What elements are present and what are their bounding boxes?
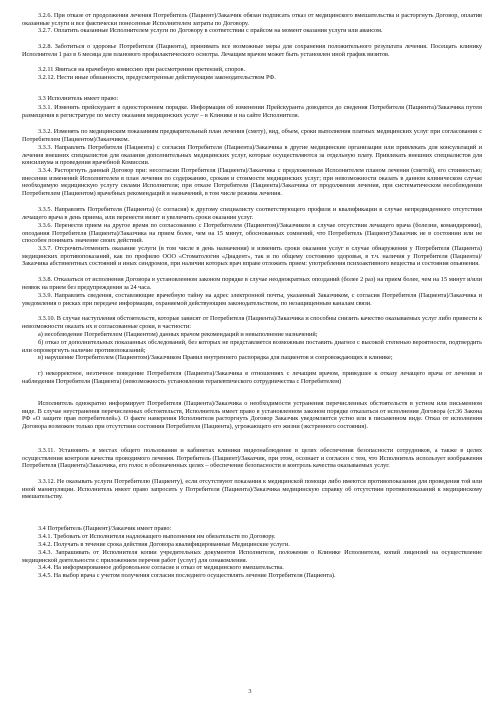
clause-3-4-4: 3.4.4. На информированное добровольное согласие и отказ от медицинского вмешательства. xyxy=(38,564,284,571)
clause-3-2-12: 3.2.12. Нести иные обязанности, предусмотренные действующим законодательством РФ. xyxy=(38,74,276,81)
clause-3-3-2: 3.3.2. Изменять по медицинским показаниям предварительный план лечения (смету), вид, объем, сроки выполнения платных медицинских услуг при согласовании с Потребителем (Пациентом)/Заказчиком. xyxy=(22,128,482,143)
clause-3-3-10-b: б) отказ от дополнительных показанных обследований, без которых не представляется возможным поставить диагноз с высокой степенью вероятности, подтвердить или опровергнуть наличие противопоказаний; xyxy=(22,339,482,354)
clause-3-3-5: 3.3.5. Направлять Потребителя (Пациента) (с согласия) к другому специалисту соответствующего профиля и квалификации в случае непредвиденного отсутствия лечащего врача в день приема, или перенести визит и увеличить сроки оказания услуг. xyxy=(22,206,482,221)
clause-3-4-2: 3.4.2. Получать в течение срока действия Договора квалифицированные Медицинские услуги. xyxy=(38,541,290,548)
clause-3-4-1: 3.4.1. Требовать от Исполнителя надлежащего выполнения им обязательств по Договору. xyxy=(38,533,276,540)
clause-3-3-10: 3.3.10. В случае наступления обстоятельств, которые зависят от Потребителя (Пациента)/Заказчика и способны снизить качество оказываемых услуг либо привести к невозможности оказать их в согласованные сроки, в частности: xyxy=(22,315,482,330)
clause-3-3-10-a: а) несоблюдение Потребителем (Пациентом) данных врачом рекомендаций и невыполнение назначений; xyxy=(38,331,318,338)
clause-3-3-8: 3.3.8. Отказаться от исполнения Договора в установленном законом порядке в случае неоднократных опозданий (более 2 раз) на прием более, чем на 15 минут и/или неявок на прием без предупреждения за 24 часа. xyxy=(22,276,482,291)
clause-3-2-6: 3.2.6. При отказе от продолжения лечения Потребитель (Пациент)/Заказчик обязан подписать отказ от медицинского вмешательства и расторгнуть Договор, оплатив оказанные услуги и все фактически понесенные Исполнителем затраты по Договору. xyxy=(22,12,482,27)
clause-3-3-10-v: в) нарушение Потребителем (Пациентом)/Заказчиком Правил внутреннего распорядка для пациентов и сопровождающих в клинике; xyxy=(38,354,393,361)
section-3-4-heading: 3.4 Потребитель (Пациент)/Заказчик имеет право: xyxy=(38,525,172,532)
clause-3-4-3: 3.4.3. Запрашивать от Исполнителя копии учредительных документов Исполнителя, положения о Клинике Исполнителя, копий лицензий на осуществление медицинской деятельности с приложением перечня работ (услуг) для ознакомления. xyxy=(22,549,482,564)
clause-3-4-5: 3.4.5. На выбор врача с учетом получения согласия последнего осуществлять лечение Потребителя (Пациента). xyxy=(38,572,336,579)
clause-3-3-12: 3.3.12. Не оказывать услуги Потребителю (Пациенту), если отсутствуют показания к медицинской помощи либо имеются противопоказания для проведения той или иной манипуляции. Исполнитель имеет право запросить у Потребителя (Пациента)/Заказчика медицинскую справку об отсутствии противопоказаний к медицинскому вмешательству. xyxy=(22,478,482,501)
clause-3-3-1: 3.3.1. Изменять прейскурант в одностороннем порядке. Информация об изменении Прейскуранта доводится до сведения Потребителя (Пациента)/Заказчика путем размещения в регистратуре по месту оказания медицинских услуг – в Клинике и на сайте Исполнителя. xyxy=(22,104,482,119)
clause-3-3-11: 3.3.11. Установить в местах общего пользования и кабинетах клиники видеонаблюдение в целях обеспечения безопасности сотрудников, а также в целях осуществления контроля качества проводимого лечения. Потребитель (Пациент)/Заказчик, при этом, осознает и согласен с тем, что Исполнитель использует изображения Потребителя (Пациента)/Заказчика, его голос в обозначенных целях – обеспечение безопасности и контроль качества оказываемых услуг. xyxy=(22,447,482,470)
clause-3-3-6: 3.3.6. Перенести прием на другое время по согласованию с Потребителем (Пациентом)/Заказчиком в случае отсутствия лечащего врача (болезни, командировки), опоздания Потребителя (Пациента)/Заказчика на прием более, чем на 15 минут, обоснованных сомнений, что Потребитель (Пациент)/Заказчик не в состоянии или не способен понимать значение своих действий. xyxy=(22,222,482,245)
clause-3-3-10-notice: Исполнитель однократно информирует Потребителя (Пациента)/Заказчика о необходимости устранения перечисленных обстоятельств в устном или письменном виде. В случае неустранения перечисленных обстоятельств, Исполнитель имеет право в установленном законом порядке отказаться от исполнения Договора (ст.36 Закона РФ «О защите прав потребителей»). О факте намерения Исполнителя расторгнуть Договор Заказчик уведомляется устно или в письменном виде. Отказ от исполнения Договора возможен только при отсутствии состояния Потребителя (Пациента), угрожающего его жизни (экстренного состояния). xyxy=(22,400,482,430)
page-number: 3 xyxy=(248,688,252,695)
clause-3-2-11: 3.2.11 Явиться на врачебную комиссию при рассмотрении претензий, споров. xyxy=(38,66,246,73)
clause-3-3-9: 3.3.9. Направлять сведения, составляющие врачебную тайну на адрес электронной почты, указанный Заказчиком, с согласия Потребителя (Пациента)/Заказчика и уведомления о рисках при передаче информации, охраняемой действующим законодательством, по незащищенным каналам связи. xyxy=(22,292,482,307)
clause-3-3-10-g: г) некорректное, неэтичное поведение Потребителя (Пациента)/Заказчика в отношениях с лечащим врачом, приведшее к отказу лечащего врача от лечения и наблюдения Потребителя (Пациента) (невозможность установления терапевтического сотрудничества с Потребителем) xyxy=(22,370,482,385)
clause-3-2-8: 3.2.8. Заботиться о здоровье Потребителя (Пациента), принимать все возможные меры для сохранения положительного результата лечения. Посещать клинику Исполнителя 1 раз в 6 месяца для планового профилактического осмотра. Лечащим врачом может быть установлен иной график визитов. xyxy=(22,43,482,58)
clause-3-3-3: 3.3.3. Направлять Потребителя (Пациента) с согласия Потребителя (Пациента)/Заказчика в другие медицинские организации или привлекать для консультаций и лечения внешних специалистов для оказания дополнительных медицинских услуг, которые осуществляются за отдельную плату. Привлекать внешних специалистов для консилиума и проведения врачебной Комиссии. xyxy=(22,144,482,167)
clause-3-2-7: 3.2.7. Оплатить оказанные Исполнителем услуги по Договору в соответствии с прайсом на момент оказания услуги или авансом. xyxy=(38,27,383,34)
clause-3-3-4: 3.3.4. Расторгнуть данный Договор при: несогласии Потребителя (Пациента)/Заказчика с предложенным Исполнителем планом лечения (сметой), его стоимостью; внесении изменений Исполнителем в план лечения по содержанию, срокам и стоимости медицинских услуг; при невозможности оказать в данном клиническом случае необходимую медицинскую услугу силами Исполнителя; при отказе Потребителя (Пациента)/Заказчика от продолжения лечения, при систематическом несоблюдении Потребителем (Пациентом) врачебных рекомендаций и назначений, в том числе режима лечения. xyxy=(22,167,482,197)
section-3-3-heading: 3.3 Исполнитель имеет право: xyxy=(38,95,119,102)
clause-3-3-7: 3.3.7. Отсрочить/отменить оказание услуги (в том числе в день назначения) и изменить сроки оказания услуг в случае обнаружения у Потребителя (Пациента) медицинских противопоказаний, как по профилю ООО «Стоматология «Диадент», так и по общему состоянию здоровья, в т.ч. наличия у Потребителя (Пациента)/Заказчика абстинентных состояний и иных синдромов, при наличии которых врач вправе отложить прием: употребления психоактивного вещества и состояния опьянения. xyxy=(22,245,482,268)
